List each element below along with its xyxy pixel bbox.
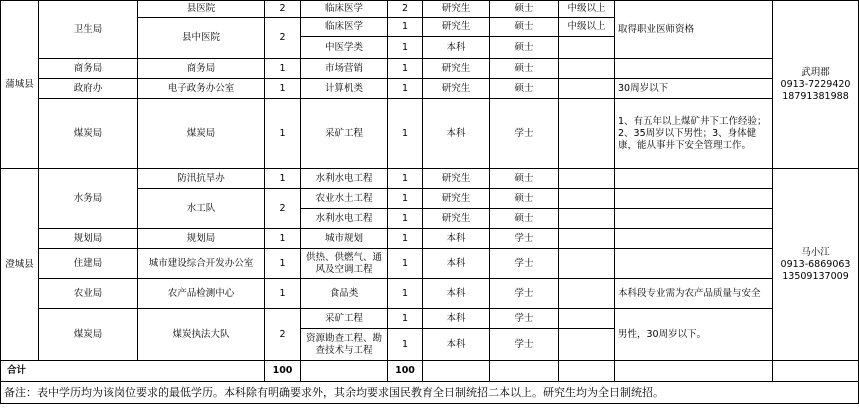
degree-cell: 硕士 [490, 1, 559, 18]
unit-cell: 县中医院 [138, 18, 265, 59]
footnote-row [1, 382, 859, 404]
major-cell: 水利水电工程 [301, 169, 388, 189]
education-cell: 本科 [423, 37, 490, 59]
title-cell [559, 79, 615, 99]
footnote: 备注：表中学历均为该岗位要求的最低学历。本科除有明确要求外，其余均要求国民教育全日制统招二本以上。研究生均为全日制统招。 [1, 382, 859, 404]
contact-mobile: 13509137009 [782, 270, 849, 282]
table-row [1, 279, 859, 309]
total-empty-cell [301, 361, 388, 382]
education-cell: 研究生 [423, 59, 490, 79]
count-cell: 1 [265, 79, 301, 99]
title-cell: 中级以上 [559, 18, 615, 37]
hire-cell: 1 [388, 189, 423, 209]
unit-cell: 商务局 [138, 59, 265, 79]
hire-cell: 1 [388, 309, 423, 329]
count-cell: 2 [265, 189, 301, 229]
table-row [1, 229, 859, 249]
major-cell: 水利水电工程 [301, 209, 388, 229]
county-cell: 蒲城县 [1, 1, 39, 169]
table-row [1, 309, 859, 329]
education-cell: 研究生 [423, 18, 490, 37]
hire-cell: 1 [388, 209, 423, 229]
note-cell [615, 59, 773, 79]
dept-cell: 商务局 [39, 59, 138, 79]
hire-cell: 1 [388, 229, 423, 249]
dept-cell: 住建局 [39, 249, 138, 279]
note-cell: 本科段专业需为农产品质量与安全 [615, 279, 773, 309]
count-cell: 1 [265, 249, 301, 279]
title-cell [559, 99, 615, 169]
dept-cell: 煤炭局 [39, 99, 138, 169]
title-cell [559, 169, 615, 189]
total-empty-cell [773, 361, 859, 382]
degree-cell: 学士 [490, 309, 559, 329]
dept-cell: 政府办 [39, 79, 138, 99]
table-row [1, 79, 859, 99]
hire-cell: 1 [388, 79, 423, 99]
title-cell: 中级以上 [559, 1, 615, 18]
count-cell: 1 [265, 279, 301, 309]
education-cell: 本科 [423, 99, 490, 169]
degree-cell: 学士 [490, 229, 559, 249]
unit-cell: 城市建设综合开发办公室 [138, 249, 265, 279]
title-cell [559, 189, 615, 209]
degree-cell: 硕士 [490, 79, 559, 99]
major-cell: 采矿工程 [301, 309, 388, 329]
title-cell [559, 229, 615, 249]
title-cell [559, 279, 615, 309]
count-cell: 1 [265, 59, 301, 79]
unit-cell: 防汛抗旱办 [138, 169, 265, 189]
unit-cell: 规划局 [138, 229, 265, 249]
table-row [1, 99, 859, 169]
total-empty-cell [423, 361, 490, 382]
hire-cell: 2 [388, 1, 423, 18]
total-empty-cell [490, 361, 559, 382]
note-cell [615, 229, 773, 249]
dept-cell: 卫生局 [39, 1, 138, 59]
degree-cell: 硕士 [490, 169, 559, 189]
contact-cell [773, 1, 859, 169]
count-cell: 2 [265, 1, 301, 18]
contact-name: 马小江 [801, 246, 830, 258]
hire-cell: 1 [388, 329, 423, 361]
note-cell: 1、有五年以上煤矿井下工作经验；2、35周岁以下男性；3、身体健康，能从事井下安全管理工作。 [615, 99, 773, 169]
dept-cell: 水务局 [39, 169, 138, 229]
degree-cell: 硕士 [490, 59, 559, 79]
major-cell: 采矿工程 [301, 99, 388, 169]
education-cell: 研究生 [423, 1, 490, 18]
count-cell: 1 [265, 229, 301, 249]
hire-cell: 1 [388, 59, 423, 79]
note-cell [615, 209, 773, 229]
table-row [1, 1, 859, 18]
unit-cell: 电子政务办公室 [138, 79, 265, 99]
unit-cell: 水工队 [138, 189, 265, 229]
note-cell: 30周岁以下 [615, 79, 773, 99]
major-cell: 城市规划 [301, 229, 388, 249]
contact-mobile: 18791381988 [782, 90, 849, 102]
count-cell: 2 [265, 309, 301, 361]
table-row [1, 169, 859, 189]
title-cell [559, 309, 615, 329]
unit-cell: 煤炭局 [138, 99, 265, 169]
total-label: 合计 [1, 361, 265, 382]
title-cell [559, 249, 615, 279]
major-cell: 资源勘查工程、勘查技术与工程 [301, 329, 388, 361]
major-cell: 中医学类 [301, 37, 388, 59]
unit-cell: 农产品检测中心 [138, 279, 265, 309]
major-cell: 市场营销 [301, 59, 388, 79]
education-cell: 研究生 [423, 79, 490, 99]
degree-cell: 硕士 [490, 189, 559, 209]
hire-cell: 1 [388, 279, 423, 309]
education-cell: 本科 [423, 229, 490, 249]
dept-cell: 农业局 [39, 279, 138, 309]
note-cell: 取得职业医师资格 [615, 1, 773, 59]
education-cell: 本科 [423, 329, 490, 361]
dept-cell: 煤炭局 [39, 309, 138, 361]
total-empty-cell [615, 361, 773, 382]
degree-cell: 学士 [490, 249, 559, 279]
hire-cell: 1 [388, 18, 423, 37]
total-row [1, 361, 859, 382]
table-row [1, 249, 859, 279]
major-cell: 食品类 [301, 279, 388, 309]
table-row [1, 59, 859, 79]
education-cell: 研究生 [423, 189, 490, 209]
hire-cell: 1 [388, 249, 423, 279]
major-cell: 临床医学 [301, 1, 388, 18]
degree-cell: 学士 [490, 279, 559, 309]
contact-name: 武玥郡 [801, 66, 830, 78]
count-cell: 1 [265, 169, 301, 189]
major-cell: 供热、供燃气、通风及空调工程 [301, 249, 388, 279]
education-cell: 研究生 [423, 209, 490, 229]
contact-phone: 0913-6869063 [780, 258, 851, 270]
hire-cell: 1 [388, 99, 423, 169]
title-cell [559, 59, 615, 79]
title-cell [559, 37, 615, 59]
degree-cell: 学士 [490, 329, 559, 361]
major-cell: 计算机类 [301, 79, 388, 99]
total-count: 100 [265, 361, 301, 382]
unit-cell: 县医院 [138, 1, 265, 18]
unit-cell: 煤炭执法大队 [138, 309, 265, 361]
education-cell: 本科 [423, 309, 490, 329]
dept-cell: 规划局 [39, 229, 138, 249]
education-cell: 本科 [423, 249, 490, 279]
education-cell: 本科 [423, 279, 490, 309]
major-cell: 临床医学 [301, 18, 388, 37]
education-cell: 研究生 [423, 169, 490, 189]
degree-cell: 硕士 [490, 18, 559, 37]
hire-cell: 1 [388, 37, 423, 59]
count-cell: 2 [265, 18, 301, 59]
county-cell: 澄城县 [1, 169, 39, 361]
contact-cell [773, 169, 859, 361]
major-cell: 农业水土工程 [301, 189, 388, 209]
degree-cell: 硕士 [490, 209, 559, 229]
note-cell [615, 169, 773, 189]
hire-cell: 1 [388, 169, 423, 189]
contact-phone: 0913-7229420 [780, 78, 851, 90]
note-cell: 男性，30周岁以下。 [615, 309, 773, 361]
title-cell [559, 329, 615, 361]
degree-cell: 硕士 [490, 37, 559, 59]
total-empty-cell [559, 361, 615, 382]
degree-cell: 学士 [490, 99, 559, 169]
title-cell [559, 209, 615, 229]
count-cell: 1 [265, 99, 301, 169]
total-hire: 100 [388, 361, 423, 382]
note-cell [615, 189, 773, 209]
note-cell [615, 249, 773, 279]
